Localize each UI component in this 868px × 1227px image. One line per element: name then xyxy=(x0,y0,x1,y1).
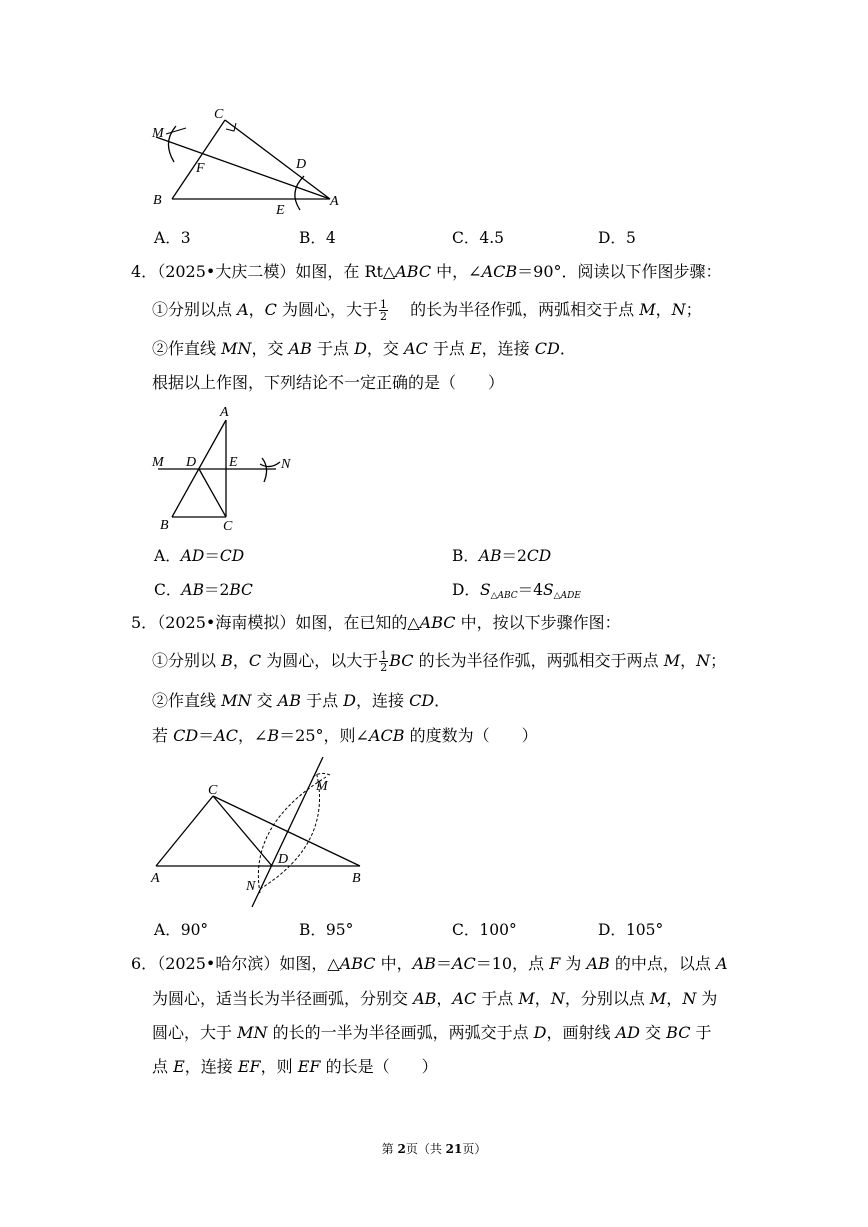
q5-line-mn xyxy=(252,757,323,907)
q4-option-d: D．$S_{\triangle ABC}=4S_{\triangle ADE}$ xyxy=(452,581,581,601)
figure-q4 xyxy=(150,402,300,537)
q3-arc-m-tick xyxy=(166,128,186,134)
q5-step-2: ②作直线 MN 交 AB 于点 D，连接 CD． xyxy=(152,691,451,710)
q3-label-a: A xyxy=(330,194,339,209)
q3-option-d: D．5 xyxy=(598,229,636,247)
q4-arc-n-2 xyxy=(260,462,280,467)
q5-dashed-arc-1 xyxy=(258,777,326,893)
q5-label-d: D xyxy=(278,852,289,867)
q6-line-3: 圆心，大于 MN 的长的一半为半径画弧，两弧交于点 D，画射线 AD 交 BC 于 xyxy=(152,1023,712,1042)
figure-q3-svg xyxy=(150,106,350,216)
q5-option-b: B．95° xyxy=(299,921,354,939)
q3-option-b: B．4 xyxy=(299,229,336,247)
q6-line-2: 为圆心，适当长为半径画弧，分别交 AB，AC 于点 M，N，分别以点 M，N 为 xyxy=(152,989,718,1008)
q3-option-c: C．4.5 xyxy=(452,229,505,247)
q5-label-b: B xyxy=(352,871,361,886)
q4-step-1: ①分别以点 A，C 为圆心，大于 $\frac{1}{2}$ 的长为半径作弧，两弧相交于点 M，N； xyxy=(152,298,702,323)
q4-option-c: C．AB＝2BC xyxy=(154,581,253,599)
q5-label-a: A xyxy=(151,871,160,886)
q4-option-a: A．AD＝CD xyxy=(154,547,245,565)
q4-fraction-half: $\frac{1}{2}$ xyxy=(380,298,388,323)
q5-step-1: ①分别以 B，C 为圆心，以大于 $\frac{1}{2}$ BC 的长为半径作弧，两弧相交于两点 M，N； xyxy=(152,649,727,674)
q3-option-a: A．3 xyxy=(154,229,191,247)
q4-stem: 4．（2025•大庆二模）如图，在 Rt△ABC 中，∠ACB＝90°．阅读以下作图步骤： xyxy=(131,262,722,281)
q4-label-d: D xyxy=(186,455,197,470)
q4-question: 根据以上作图，下列结论不一定正确的是（ ） xyxy=(152,373,505,392)
q3-label-f: F xyxy=(196,161,205,176)
q4-arc-n-1 xyxy=(262,458,267,482)
q3-label-d: D xyxy=(296,157,307,172)
q5-stem: 5．（2025•海南模拟）如图，在已知的△ABC 中，按以下步骤作图： xyxy=(131,613,621,632)
q5-label-c: C xyxy=(208,783,218,798)
figure-q5 xyxy=(148,755,378,915)
q4-label-a: A xyxy=(220,405,229,420)
q6-line-1: 6．（2025•哈尔滨）如图，△ABC 中，AB＝AC＝10，点 F 为 AB 的中点，以点 A xyxy=(131,954,728,973)
q4-label-b: B xyxy=(160,518,169,533)
q4-label-e: E xyxy=(229,455,238,470)
q5-option-d: D．105° xyxy=(598,921,664,939)
q5-option-c: C．100° xyxy=(452,921,517,939)
q4-step-2: ②作直线 MN，交 AB 于点 D，交 AC 于点 E，连接 CD． xyxy=(152,339,576,358)
figure-q5-svg xyxy=(148,755,378,915)
page-footer: 第 2页（共 21页） xyxy=(381,1142,487,1156)
q5-segment-ac xyxy=(156,796,213,866)
q4-label-n: N xyxy=(281,457,291,472)
q3-segment-bc xyxy=(172,120,225,199)
q5-condition: 若 CD＝AC，∠B＝25°，则∠ACB 的度数为（ ） xyxy=(152,726,538,745)
q3-label-b: B xyxy=(153,193,162,208)
figure-q4-svg xyxy=(150,402,300,537)
q3-label-m: M xyxy=(152,126,164,141)
q5-option-a: A．90° xyxy=(154,921,209,939)
q5-label-m: M xyxy=(316,779,328,794)
q3-label-c: C xyxy=(214,107,224,122)
q4-option-b: B．AB＝2CD xyxy=(452,547,552,565)
q5-segment-cd xyxy=(213,796,272,866)
figure-q3 xyxy=(150,106,350,216)
footer-total-pages: 21 xyxy=(445,1142,463,1156)
q3-arc-de xyxy=(295,176,304,210)
q4-segment-cd xyxy=(199,469,226,517)
q3-segment-ca xyxy=(225,120,330,199)
q3-label-e: E xyxy=(276,203,285,218)
q5-label-n: N xyxy=(246,879,256,894)
q4-label-m: M xyxy=(152,455,164,470)
q4-label-c: C xyxy=(223,519,233,534)
footer-page-number: 2 xyxy=(397,1142,406,1156)
q6-line-4: 点 E，连接 EF，则 EF 的长是（ ） xyxy=(152,1057,438,1076)
q5-fraction-half: $\frac{1}{2}$ xyxy=(380,649,388,674)
